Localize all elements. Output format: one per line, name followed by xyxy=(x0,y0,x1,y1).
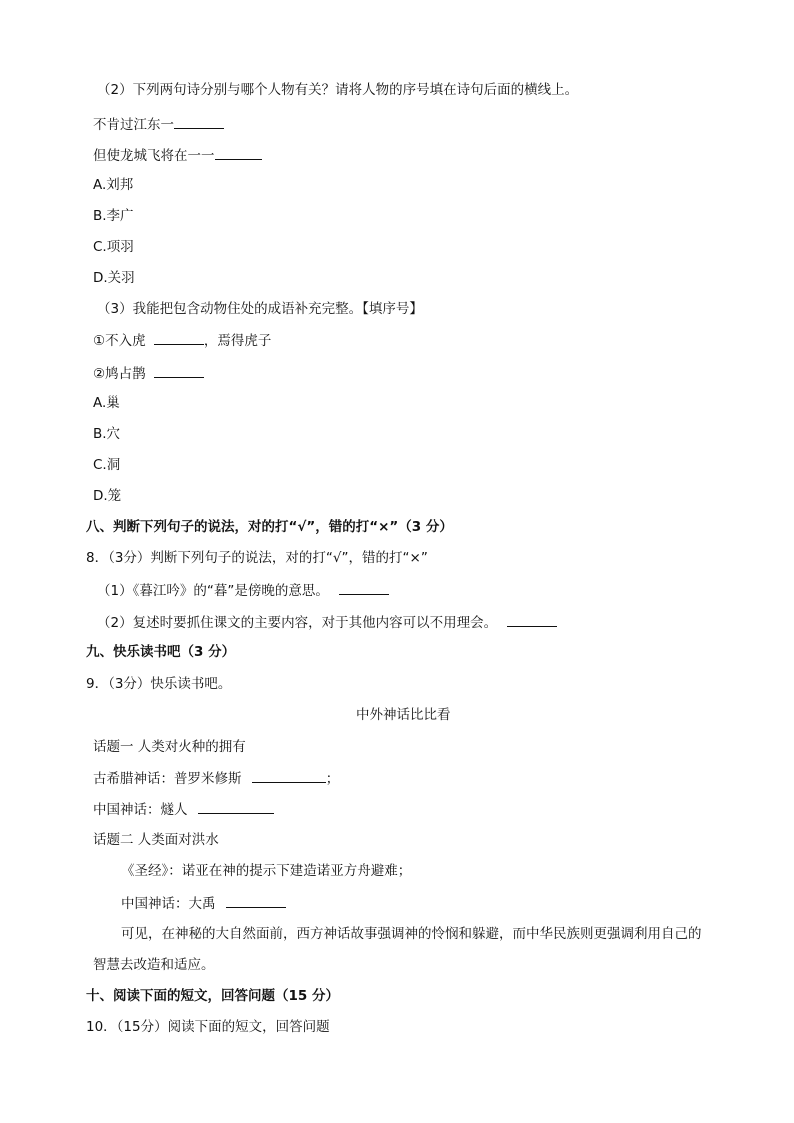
idiom-option-d: D.笼 xyxy=(93,488,122,504)
topic-1: 话题一 人类对火种的拥有 xyxy=(93,739,246,755)
section-8-heading: 八、判断下列句子的说法，对的打“√”，错的打“×”（3 分） xyxy=(86,519,453,535)
topic-2: 话题二 人类面对洪水 xyxy=(93,832,219,848)
idiom-option-c: C.洞 xyxy=(93,457,121,473)
poem-blank-2[interactable] xyxy=(215,145,262,160)
greek-myth-text: 古希腊神话：普罗米修斯 xyxy=(93,771,242,787)
idiom-blank-1[interactable] xyxy=(154,330,204,345)
idiom-text-2: ②鸠占鹊 xyxy=(93,366,146,382)
option-a: A.刘邦 xyxy=(93,177,134,193)
idiom-option-a: A.巢 xyxy=(93,395,120,411)
greek-myth-punct: ； xyxy=(325,771,340,787)
option-d: D.关羽 xyxy=(93,270,135,286)
judge-blank-1[interactable] xyxy=(339,580,389,595)
judge-blank-2[interactable] xyxy=(507,612,557,627)
poem-blank-1[interactable] xyxy=(174,114,224,129)
q7-sub2-prompt: （2）下列两句诗分别与哪个人物有关？请将人物的序号填在诗句后面的横线上。 xyxy=(97,82,579,98)
option-c: C.项羽 xyxy=(93,239,134,255)
idiom-line-1 xyxy=(93,330,271,351)
chinese-myth-text-2: 中国神话：大禹 xyxy=(121,896,216,912)
chinese-myth-blank-2[interactable] xyxy=(226,893,286,908)
chinese-myth-line-2 xyxy=(121,893,286,914)
idiom-option-b: B.穴 xyxy=(93,426,121,442)
idiom-line-2 xyxy=(93,363,204,384)
question-8: 8．（3分）判断下列句子的说法，对的打“√”，错的打“×” xyxy=(86,550,428,566)
question-10: 10．（15分）阅读下面的短文，回答问题 xyxy=(86,1019,330,1035)
myth-comparison-title: 中外神话比比看 xyxy=(356,707,451,723)
judge-item-1 xyxy=(97,580,389,601)
chinese-myth-blank-1[interactable] xyxy=(198,799,274,814)
poem-line-1 xyxy=(93,114,224,135)
greek-myth-blank[interactable] xyxy=(252,768,326,783)
idiom-text-1-end: ，焉得虎子 xyxy=(203,333,272,349)
poem-text-2: 但使龙城飞将在一一 xyxy=(93,148,215,164)
chinese-myth-text-1: 中国神话：燧人 xyxy=(93,802,188,818)
poem-text-1: 不肯过江东一 xyxy=(93,117,174,133)
conclusion-line-1: 可见，在神秘的大自然面前，西方神话故事强调神的怜悯和躲避，而中华民族则更强调利用自己的 xyxy=(121,926,702,942)
judge-text-2: （2）复述时要抓住课文的主要内容，对于其他内容可以不用理会。 xyxy=(97,615,498,631)
judge-text-1: （1）《暮江吟》的“暮”是傍晚的意思。 xyxy=(97,583,329,599)
idiom-blank-2[interactable] xyxy=(154,363,204,378)
q7-sub3-prompt: （3）我能把包含动物住处的成语补充完整。【填序号】 xyxy=(97,301,423,317)
poem-line-2 xyxy=(93,145,262,166)
bible-line: 《圣经》：诺亚在神的提示下建造诺亚方舟避难； xyxy=(121,863,412,879)
section-10-heading: 十、阅读下面的短文，回答问题（15 分） xyxy=(86,988,339,1004)
judge-item-2 xyxy=(97,612,557,633)
question-9: 9．（3分）快乐读书吧。 xyxy=(86,676,232,692)
conclusion-line-2: 智慧去改造和适应。 xyxy=(93,957,215,973)
section-9-heading: 九、快乐读书吧（3 分） xyxy=(86,644,236,660)
greek-myth-line xyxy=(93,768,339,789)
chinese-myth-line-1 xyxy=(93,799,274,820)
option-b: B.李广 xyxy=(93,208,134,224)
idiom-text-1: ①不入虎 xyxy=(93,333,146,349)
